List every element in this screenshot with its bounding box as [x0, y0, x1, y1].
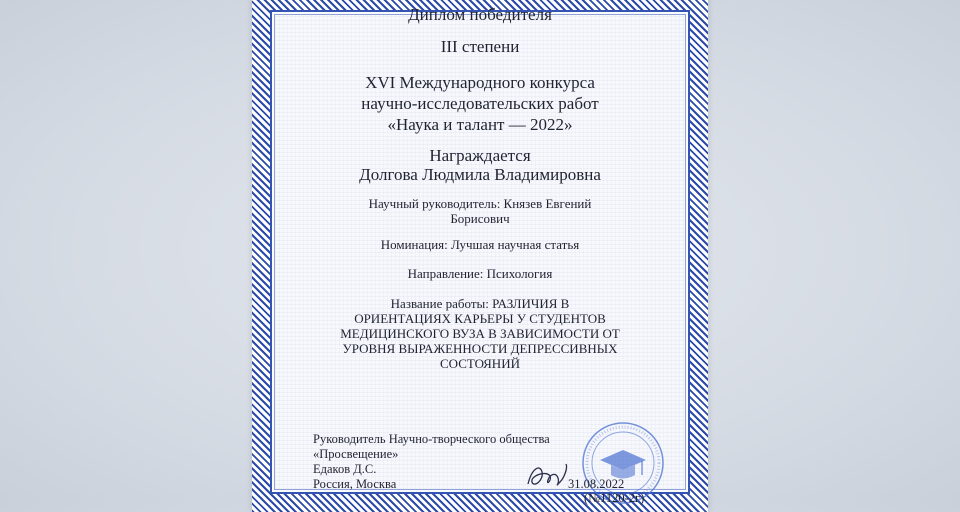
diploma-degree: III степени [440, 37, 520, 56]
work-title-line-1: Название работы: РАЗЛИЧИЯ В [390, 296, 570, 311]
head-title-line-1: Руководитель Научно-творческого общества [313, 432, 550, 446]
direction: Направление: Психология [407, 266, 553, 281]
work-title-line-3: МЕДИЦИНСКОГО ВУЗА В ЗАВИСИМОСТИ ОТ [340, 326, 620, 341]
work-title-line-2: ОРИЕНТАЦИЯХ КАРЬЕРЫ У СТУДЕНТОВ [354, 311, 606, 326]
awardee-name: Долгова Людмила Владимировна [359, 165, 601, 184]
head-name: Едаков Д.С. [313, 462, 377, 476]
contest-line-1: XVI Международного конкурса [365, 73, 595, 92]
head-title-line-2: «Просвещение» [313, 447, 399, 461]
location: Россия, Москва [313, 477, 397, 491]
supervisor-line-2: Борисович [450, 211, 510, 226]
nomination: Номинация: Лучшая научная статья [380, 237, 580, 252]
issue-date: 31.08.2022 [568, 477, 625, 491]
contest-line-3: «Наука и талант — 2022» [387, 115, 573, 134]
awarded-label: Награждается [429, 146, 531, 165]
contest-line-2: научно-исследовательских работ [361, 94, 599, 113]
diploma-title: Диплом победителя [408, 5, 552, 24]
document-number: (№1120-2г) [584, 491, 645, 505]
work-title-line-4: УРОВНЯ ВЫРАЖЕННОСТИ ДЕПРЕССИВНЫХ [342, 341, 618, 356]
signature-image [524, 458, 572, 494]
supervisor-line-1: Научный руководитель: Князев Евгений [368, 196, 592, 211]
work-title-line-5: СОСТОЯНИЙ [440, 356, 520, 371]
